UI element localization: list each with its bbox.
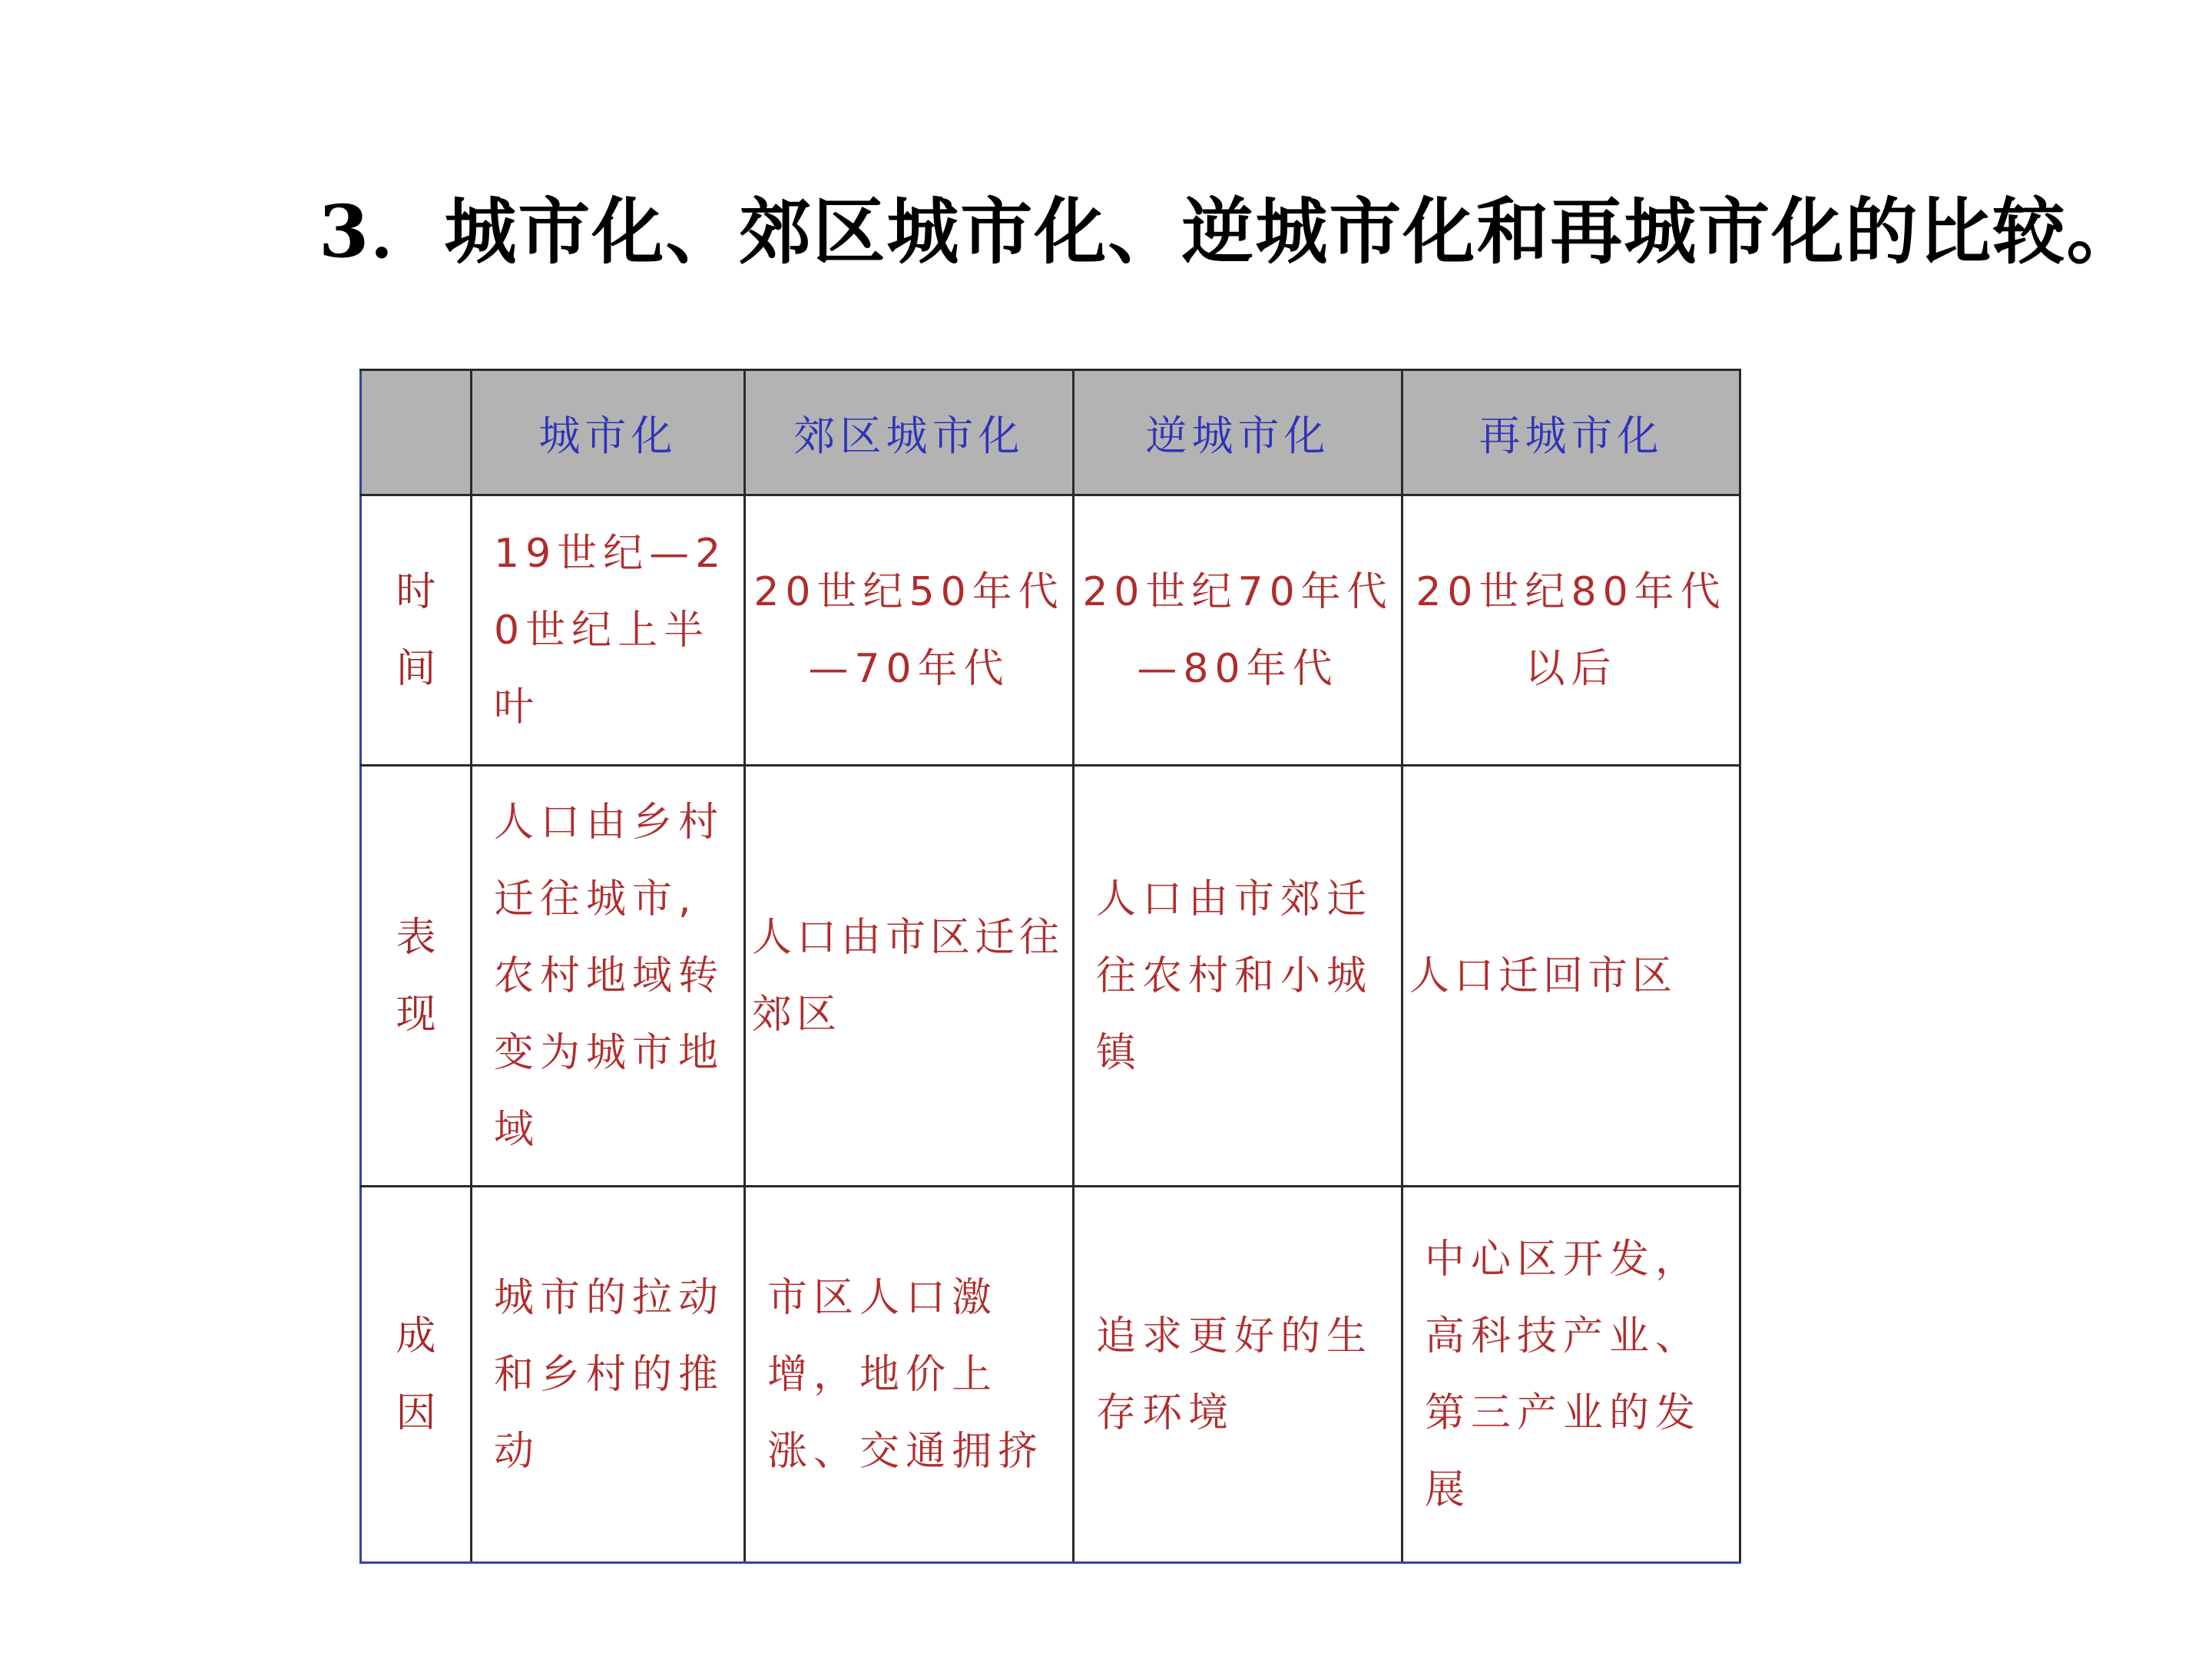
table-cell: 中心区开发，高科技产业、第三产业的发展 (1402, 1187, 1740, 1563)
table-cell: 追求更好的生存环境 (1074, 1187, 1402, 1563)
table-cell: 20世纪50年代—70年代 (745, 495, 1074, 766)
row-label-time: 时 间 (361, 495, 472, 766)
table-cell: 人口由市郊迁往农村和小城镇 (1074, 766, 1402, 1187)
header-corner (361, 370, 472, 495)
table-cell: 19世纪—20世纪上半叶 (472, 495, 745, 766)
row-label-cause: 成 因 (361, 1187, 472, 1563)
table-row (361, 1187, 1740, 1563)
table-cell: 人口迁回市区 (1402, 766, 1740, 1187)
header-counter-urbanization: 逆城市化 (1074, 370, 1402, 495)
header-urbanization: 城市化 (472, 370, 745, 495)
table-cell: 人口由市区迁往郊区 (745, 766, 1074, 1187)
header-reurbanization: 再城市化 (1402, 370, 1740, 495)
table-cell: 城市的拉动和乡村的推动 (472, 1187, 745, 1563)
header-row (361, 370, 1740, 495)
row-label-manifestation: 表 现 (361, 766, 472, 1187)
comparison-table (359, 369, 1741, 1564)
table-cell: 人口由乡村迁往城市,农村地域转变为城市地域 (472, 766, 745, 1187)
table-row (361, 766, 1740, 1187)
table-cell: 20世纪70年代—80年代 (1074, 495, 1402, 766)
table-cell: 市区人口激增，地价上涨、交通拥挤 (745, 1187, 1074, 1563)
page-title: 3．城市化、郊区城市化、逆城市化和再城市化的比较。 (319, 190, 2141, 274)
table-cell: 20世纪80年代以后 (1402, 495, 1740, 766)
table-row (361, 495, 1740, 766)
header-suburbanization: 郊区城市化 (745, 370, 1074, 495)
